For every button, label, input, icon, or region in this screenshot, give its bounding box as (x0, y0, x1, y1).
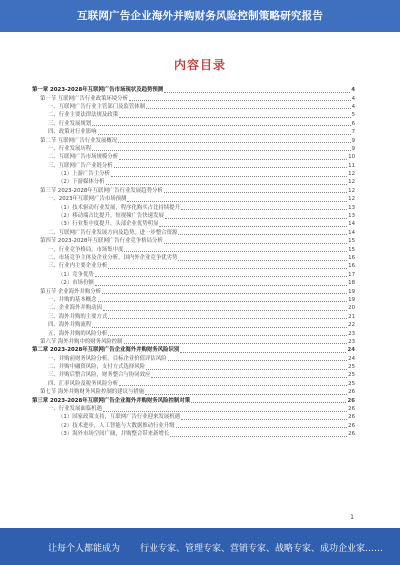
toc-leader-dots (119, 113, 350, 118)
toc-entry-text: （1）国家政策支持，互联网广告行业迎来发展机遇 (58, 414, 181, 421)
toc-entry-page: 26 (348, 431, 355, 438)
toc-entry-text: 二、行业主要法律法规及政策 (48, 112, 119, 119)
toc-entry-page: 26 (348, 406, 355, 413)
toc-entry-text: 第六节 海外并购中的财务风险控制 (40, 338, 123, 345)
toc-leader-dots (118, 138, 350, 143)
toc-entry-text: 一、互联网广告行业主管部门及监管体制 (48, 103, 146, 110)
toc-entry[interactable] (32, 111, 355, 119)
toc-entry-page: 23 (348, 338, 355, 345)
toc-entry-page: 19 (348, 288, 355, 295)
toc-entry-text: 一、行业发展面临机遇 (48, 406, 102, 413)
toc-leader-dots (103, 306, 347, 311)
toc-entry-page: 16 (348, 263, 355, 270)
toc-entry[interactable] (32, 187, 355, 195)
toc-entry-text: 一、行业发展历程 (48, 145, 92, 152)
toc-entry-page: 12 (348, 171, 355, 178)
toc-entry[interactable] (32, 212, 355, 220)
toc-entry-text: 三、行业发展规划 (48, 120, 92, 127)
toc-leader-dots (164, 239, 347, 244)
toc-entry[interactable] (32, 388, 355, 396)
toc-leader-dots (164, 188, 347, 193)
toc-entry-page: 26 (348, 422, 355, 429)
toc-entry-page: 25 (348, 372, 355, 379)
footer-slogan: 让每个人都能成为 (48, 544, 121, 554)
toc-entry-text: （2）移动端占比提升，短视频广告快速发展 (58, 213, 164, 220)
toc-entry-page: 26 (348, 389, 355, 396)
toc-entry-text: 二、互联网广告行业发展方向及趋势，进一步整合资源 (48, 229, 178, 236)
toc-entry[interactable] (32, 296, 355, 304)
toc-entry-page: 9 (351, 145, 355, 152)
toc-entry-page: 16 (348, 255, 355, 261)
toc-entry[interactable] (32, 94, 355, 102)
toc-entry[interactable] (32, 145, 355, 153)
toc-leader-dots (108, 264, 347, 269)
toc-entry-text: 三、互联网广告产业链分析 (48, 162, 113, 169)
toc-leader-dots (98, 297, 348, 302)
toc-leader-dots (178, 230, 347, 235)
toc-entry[interactable] (32, 120, 355, 128)
toc-leader-dots (146, 104, 351, 109)
toc-entry-page: 10 (348, 154, 355, 161)
toc-entry[interactable] (32, 170, 355, 178)
toc-entry-page: 12 (348, 179, 355, 186)
toc-entry-text: （3）海外市场空间广阔，并购整合带来新增长 (58, 431, 170, 438)
toc-entry-text: 二、并购中融资风险，支付方式选择风险 (48, 364, 146, 371)
toc-leader-dots (180, 348, 346, 353)
toc-leader-dots (95, 272, 347, 277)
toc-leader-dots (119, 381, 347, 386)
toc-entry-page: 23 (348, 330, 355, 337)
toc-entry-text: 二、互联网广告市场规模分析 (48, 154, 119, 161)
toc-entry-page: 12 (348, 187, 355, 194)
toc-leader-dots (159, 222, 347, 227)
toc-entry[interactable] (32, 380, 355, 388)
toc-entry[interactable] (32, 329, 355, 337)
toc-leader-dots (119, 155, 347, 160)
toc-entry-text: 五、海外并购的风险分析 (48, 330, 108, 337)
toc-entry[interactable] (32, 396, 355, 404)
toc-entry-text: 第一章 2023-2028年互联网广告市场现状及趋势预测 (32, 87, 164, 94)
toc-entry[interactable] (32, 153, 355, 161)
toc-entry-page: 15 (348, 246, 355, 253)
toc-entry[interactable] (32, 355, 355, 363)
toc-entry-text: （2）市场份额 (58, 280, 94, 287)
toc-leader-dots (95, 281, 347, 286)
toc-leader-dots (92, 323, 347, 328)
toc-leader-dots (103, 407, 347, 412)
toc-leader-dots (145, 390, 347, 395)
toc-entry[interactable] (32, 363, 355, 371)
toc-entry[interactable] (32, 229, 355, 237)
toc-leader-dots (108, 314, 347, 319)
toc-leader-dots (178, 256, 347, 261)
toc-leader-dots (181, 415, 347, 420)
table-of-contents (32, 86, 355, 438)
toc-entry-text: 第五节 企业海外并购分析 (40, 288, 102, 295)
toc-entry-text: 第一节 互联网广告行业政策环境分析 (40, 95, 128, 102)
toc-entry[interactable] (32, 304, 355, 312)
toc-entry-text: 第七节 海外并购财务风险控制的建议与措施 (40, 389, 145, 396)
toc-entry-page: 4 (351, 103, 355, 110)
toc-leader-dots (92, 121, 350, 126)
toc-entry-page: 6 (351, 120, 355, 127)
toc-entry-text: （2）下游媒体分析 (58, 179, 105, 186)
toc-entry-text: 四、海外并购流程 (48, 322, 92, 329)
toc-entry-page: 25 (348, 364, 355, 371)
toc-entry-page: 21 (348, 313, 355, 320)
toc-entry-page: 13 (348, 204, 355, 211)
toc-entry-text: 四、汇率风险及税务风险分析 (48, 380, 119, 387)
toc-entry[interactable] (32, 271, 355, 279)
toc-leader-dots (92, 146, 350, 151)
toc-heading: 内容目录 (173, 58, 226, 72)
toc-entry[interactable] (32, 321, 355, 329)
toc-leader-dots (165, 214, 347, 219)
toc-leader-dots (168, 356, 348, 361)
toc-entry[interactable] (32, 346, 355, 354)
toc-leader-dots (151, 373, 347, 378)
toc-entry-page: 11 (348, 162, 355, 169)
toc-entry[interactable] (32, 287, 355, 295)
toc-entry[interactable] (32, 254, 355, 262)
toc-entry[interactable] (32, 237, 355, 245)
toc-leader-dots (129, 96, 351, 101)
toc-leader-dots (111, 172, 347, 177)
toc-entry-text: 第二节 互联网广告行业发展概况 (40, 137, 118, 144)
toc-entry-text: 二、企业海外并购动因 (48, 305, 102, 312)
toc-entry-text: 三、并购后整合风险，财务整合与协同效应 (48, 372, 151, 379)
toc-leader-dots (98, 130, 351, 135)
toc-entry-page: 15 (348, 238, 355, 245)
toc-entry[interactable] (32, 430, 355, 438)
toc-entry-text: 一、行业竞争格局，市场集中度 (48, 246, 124, 253)
toc-entry[interactable] (32, 220, 355, 228)
toc-entry-page: 5 (351, 112, 355, 119)
toc-entry[interactable] (32, 203, 355, 211)
toc-leader-dots (124, 247, 347, 252)
toc-entry-text: （1）竞争优势 (58, 271, 94, 278)
toc-entry-page: 7 (351, 129, 355, 136)
toc-leader-dots (181, 205, 347, 210)
toc-entry[interactable] (32, 413, 355, 421)
toc-entry[interactable] (32, 136, 355, 144)
toc-leader-dots (102, 289, 347, 294)
footer-tagline: 行业专家、管理专家、营销专家、战略专家、成功企业家…… (140, 544, 384, 554)
toc-entry[interactable] (32, 245, 355, 253)
toc-entry-text: 三、行业内主要企业分析 (48, 263, 108, 270)
toc-entry-text: 一、并购的基本概念 (48, 296, 97, 303)
page-number: 1 (350, 514, 354, 521)
toc-entry[interactable] (32, 279, 355, 287)
toc-entry-text: （1）技术驱动行业发展，程序化购买占比持续提升 (58, 204, 181, 211)
toc-leader-dots (170, 432, 347, 437)
footer-banner (0, 528, 400, 565)
toc-entry[interactable] (32, 103, 355, 111)
toc-entry[interactable] (32, 338, 355, 346)
toc-entry-page: 17 (348, 271, 355, 278)
toc-entry-page: 4 (351, 95, 355, 102)
toc-entry-text: 四、政策对行业影响 (48, 129, 97, 136)
toc-entry-text: （3）行业集中度提升，头部企业优势明显 (58, 221, 159, 228)
toc-entry-page: 4 (351, 87, 355, 94)
toc-leader-dots (108, 331, 347, 336)
toc-entry-page: 18 (348, 280, 355, 287)
toc-entry[interactable] (32, 422, 355, 430)
toc-entry-text: 二、市场竞争主体及企业分析，国内外企业竞争优劣势 (48, 255, 178, 261)
toc-entry[interactable] (32, 195, 355, 203)
toc-entry-text: 三、海外并购的主要方式 (48, 313, 108, 320)
toc-entry-page: 26 (347, 397, 355, 404)
toc-entry-text: 第四节 2023-2028年互联网广告行业竞争格局分析 (40, 238, 163, 245)
toc-entry-page: 14 (348, 221, 355, 228)
toc-entry-text: （2）技术进步，人工智能与大数据推动行业升级 (58, 422, 175, 429)
report-title: 互联网广告企业海外并购财务风险控制策略研究报告 (76, 10, 324, 22)
toc-entry[interactable] (32, 371, 355, 379)
toc-entry-page: 25 (348, 380, 355, 387)
toc-entry[interactable] (32, 86, 355, 94)
toc-entry-page: 9 (351, 137, 355, 144)
toc-entry-page: 12 (348, 196, 355, 203)
toc-leader-dots (146, 365, 347, 370)
toc-entry[interactable] (32, 313, 355, 321)
toc-entry-text: 一、2023年互联网广告市场预测 (48, 196, 127, 203)
toc-leader-dots (164, 88, 350, 93)
toc-entry-page: 24 (347, 347, 355, 354)
toc-leader-dots (191, 398, 346, 403)
toc-entry[interactable] (32, 262, 355, 270)
toc-entry-page: 20 (348, 305, 355, 312)
toc-entry[interactable] (32, 178, 355, 186)
toc-entry-page: 26 (348, 414, 355, 421)
toc-leader-dots (124, 339, 348, 344)
toc-entry-page: 19 (348, 296, 355, 303)
toc-entry-text: 第三章 2023-2028年互联网广告企业海外并购财务风险控制对策 (32, 397, 191, 404)
toc-entry-page: 22 (348, 322, 355, 329)
toc-entry-page: 24 (348, 355, 355, 362)
toc-leader-dots (106, 180, 348, 185)
report-header (0, 0, 400, 32)
toc-entry-text: 第三节 2023-2028年互联网广告行业发展趋势分析 (40, 187, 163, 194)
toc-entry[interactable] (32, 162, 355, 170)
toc-entry-text: 第二章 2023-2028年互联网广告企业海外并购财务风险识别 (32, 347, 180, 354)
toc-entry-text: 一、并购前财务风险分析，目标企业价值评估风险 (48, 355, 167, 362)
toc-entry[interactable] (32, 128, 355, 136)
toc-leader-dots (127, 197, 347, 202)
toc-leader-dots (114, 163, 347, 168)
toc-entry-text: （1）上游广告主分析 (58, 171, 110, 178)
toc-entry-page: 13 (348, 213, 355, 220)
toc-leader-dots (176, 423, 348, 428)
toc-entry[interactable] (32, 405, 355, 413)
toc-entry-page: 14 (348, 229, 355, 236)
